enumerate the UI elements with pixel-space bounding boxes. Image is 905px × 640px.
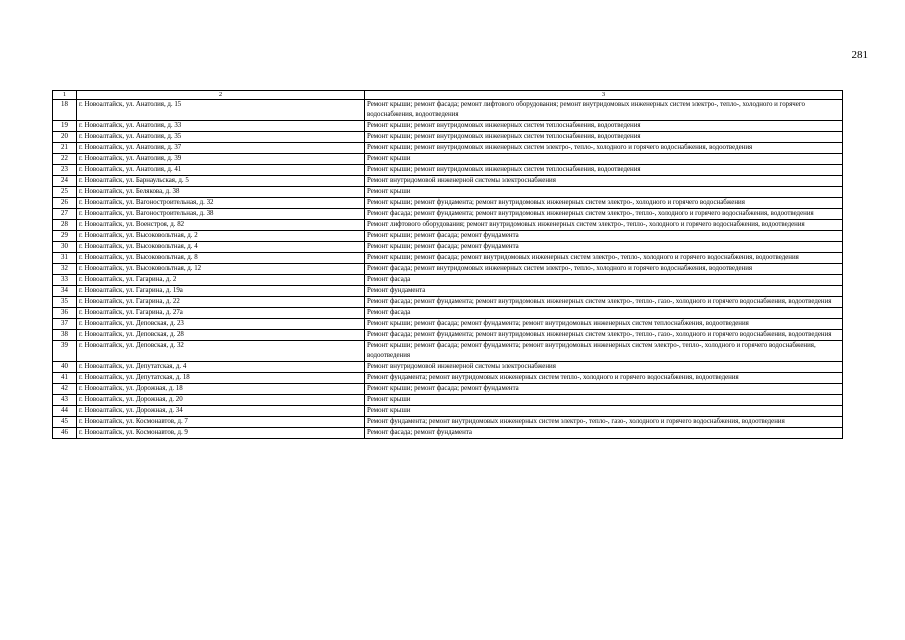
row-number: 28	[53, 220, 77, 231]
row-address: г. Новоалтайск, ул. Высоковольтная, д. 2	[77, 231, 365, 242]
row-works: Ремонт внутридомовой инженерной системы электроснабжения	[365, 362, 843, 373]
table-row	[53, 264, 843, 275]
row-address: г. Новоалтайск, ул. Дорожная, д. 18	[77, 384, 365, 395]
table-row	[53, 319, 843, 330]
table-row	[53, 231, 843, 242]
row-address: г. Новоалтайск, ул. Вагоностроительная, д. 38	[77, 209, 365, 220]
row-works: Ремонт фундамента; ремонт внутридомовых инженерных систем тепло-, холодного и горячего водоснабжения, водоотведения	[365, 373, 843, 384]
table-row	[53, 165, 843, 176]
table-row	[53, 417, 843, 428]
row-works: Ремонт крыши; ремонт фасада; ремонт фундамента; ремонт внутридомовых инженерных систем теплоснабжения, водоотведения	[365, 319, 843, 330]
row-number: 21	[53, 143, 77, 154]
table-row	[53, 154, 843, 165]
row-works: Ремонт крыши; ремонт фасада; ремонт фундамента	[365, 231, 843, 242]
table-row	[53, 209, 843, 220]
table-row	[53, 275, 843, 286]
row-address: г. Новоалтайск, ул. Высоковольтная, д. 12	[77, 264, 365, 275]
row-address: г. Новоалтайск, ул. Анатолия, д. 15	[77, 100, 365, 121]
row-address: г. Новоалтайск, ул. Дорожная, д. 34	[77, 406, 365, 417]
row-works: Ремонт фасада; ремонт внутридомовых инженерных систем электро-, тепло-, холодного и горячего водоснабжения, водоотведения	[365, 264, 843, 275]
row-works: Ремонт внутридомовой инженерной системы электроснабжения	[365, 176, 843, 187]
row-address: г. Новоалтайск, ул. Деповская, д. 28	[77, 330, 365, 341]
row-works: Ремонт крыши	[365, 154, 843, 165]
row-number: 26	[53, 198, 77, 209]
row-number: 41	[53, 373, 77, 384]
row-address: г. Новоалтайск, ул. Анатолия, д. 41	[77, 165, 365, 176]
row-address: г. Новоалтайск, ул. Депутатская, д. 18	[77, 373, 365, 384]
row-number: 24	[53, 176, 77, 187]
table-row	[53, 242, 843, 253]
table-row	[53, 373, 843, 384]
row-address: г. Новоалтайск, ул. Анатолия, д. 33	[77, 121, 365, 132]
row-number: 18	[53, 100, 77, 121]
row-address: г. Новоалтайск, ул. Гагарина, д. 2	[77, 275, 365, 286]
table-row	[53, 143, 843, 154]
row-address: г. Новоалтайск, ул. Барнаульская, д. 5	[77, 176, 365, 187]
row-address: г. Новоалтайск, ул. Дорожная, д. 20	[77, 395, 365, 406]
row-works: Ремонт крыши	[365, 406, 843, 417]
header-col-address: 2	[77, 91, 365, 100]
row-number: 31	[53, 253, 77, 264]
row-address: г. Новоалтайск, ул. Белякова, д. 38	[77, 187, 365, 198]
row-works: Ремонт крыши; ремонт фундамента; ремонт внутридомовых инженерных систем электро-, холодного и горячего водоснабжения	[365, 198, 843, 209]
table-row	[53, 253, 843, 264]
row-number: 36	[53, 308, 77, 319]
row-number: 20	[53, 132, 77, 143]
row-address: г. Новоалтайск, ул. Космонавтов, д. 7	[77, 417, 365, 428]
row-address: г. Новоалтайск, ул. Анатолия, д. 39	[77, 154, 365, 165]
repair-works-table	[52, 90, 843, 439]
table-row	[53, 176, 843, 187]
row-works: Ремонт лифтового оборудования; ремонт внутридомовых инженерных систем электро-, тепло-, холодного и горячего водоснабжения, водоотведения	[365, 220, 843, 231]
row-address: г. Новоалтайск, ул. Военстроя, д. 82	[77, 220, 365, 231]
row-number: 29	[53, 231, 77, 242]
row-address: г. Новоалтайск, ул. Депутатская, д. 4	[77, 362, 365, 373]
header-col-works: 3	[365, 91, 843, 100]
row-number: 44	[53, 406, 77, 417]
table-row	[53, 406, 843, 417]
row-works: Ремонт крыши; ремонт фасада; ремонт внутридомовых инженерных систем электро-, тепло-, холодного и горячего водоснабжения, водоотведения	[365, 253, 843, 264]
row-works: Ремонт фундамента; ремонт внутридомовых инженерных систем электро-, тепло-, газо-, холодного и горячего водоснабжения, водоотведения	[365, 417, 843, 428]
row-number: 25	[53, 187, 77, 198]
row-works: Ремонт фасада; ремонт фундамента; ремонт внутридомовых инженерных систем электро-, тепло-, холодного и горячего водоснабжения, водоотведения	[365, 209, 843, 220]
table-row	[53, 220, 843, 231]
row-works: Ремонт фасада; ремонт фундамента; ремонт внутридомовых инженерных систем электро-, тепло-, газо-, холодного и горячего водоснабжения, водоотведения	[365, 297, 843, 308]
row-number: 34	[53, 286, 77, 297]
table-row	[53, 330, 843, 341]
row-works: Ремонт крыши; ремонт фасада; ремонт фундамента	[365, 384, 843, 395]
page-number: 281	[851, 49, 868, 61]
row-number: 46	[53, 428, 77, 439]
header-col-number: 1	[53, 91, 77, 100]
table-row	[53, 132, 843, 143]
row-number: 22	[53, 154, 77, 165]
row-address: г. Новоалтайск, ул. Гагарина, д. 27а	[77, 308, 365, 319]
row-works: Ремонт крыши	[365, 395, 843, 406]
table-row	[53, 384, 843, 395]
row-works: Ремонт крыши; ремонт внутридомовых инженерных систем теплоснабжения, водоотведения	[365, 165, 843, 176]
row-works: Ремонт крыши; ремонт внутридомовых инженерных систем теплоснабжения, водоотведения	[365, 121, 843, 132]
row-number: 30	[53, 242, 77, 253]
table-row	[53, 286, 843, 297]
row-works: Ремонт крыши; ремонт фасада; ремонт фундамента	[365, 242, 843, 253]
row-works: Ремонт фундамента	[365, 286, 843, 297]
row-works: Ремонт фасада	[365, 275, 843, 286]
row-number: 32	[53, 264, 77, 275]
table-row	[53, 362, 843, 373]
row-address: г. Новоалтайск, ул. Гагарина, д. 19а	[77, 286, 365, 297]
table-row	[53, 341, 843, 362]
row-number: 39	[53, 341, 77, 362]
table-row	[53, 395, 843, 406]
table-row	[53, 428, 843, 439]
row-address: г. Новоалтайск, ул. Деповская, д. 23	[77, 319, 365, 330]
table-row	[53, 121, 843, 132]
row-address: г. Новоалтайск, ул. Космонавтов, д. 9	[77, 428, 365, 439]
row-number: 40	[53, 362, 77, 373]
table-row	[53, 198, 843, 209]
row-address: г. Новоалтайск, ул. Высоковольтная, д. 4	[77, 242, 365, 253]
row-number: 35	[53, 297, 77, 308]
table-header	[53, 91, 843, 100]
row-number: 23	[53, 165, 77, 176]
row-number: 27	[53, 209, 77, 220]
row-address: г. Новоалтайск, ул. Гагарина, д. 22	[77, 297, 365, 308]
row-number: 42	[53, 384, 77, 395]
row-works: Ремонт крыши; ремонт внутридомовых инженерных систем электро-, тепло-, холодного и горячего водоснабжения, водоотведения	[365, 143, 843, 154]
row-works: Ремонт крыши; ремонт фасада; ремонт лифтового оборудования; ремонт внутридомовых инженерных систем электро-, тепло-, холодного и горячего водоснабжения, водоотведения	[365, 100, 843, 121]
row-works: Ремонт фасада; ремонт фундамента	[365, 428, 843, 439]
row-works: Ремонт крыши; ремонт внутридомовых инженерных систем теплоснабжения, водоотведения	[365, 132, 843, 143]
table-row	[53, 100, 843, 121]
row-number: 37	[53, 319, 77, 330]
row-number: 38	[53, 330, 77, 341]
row-works: Ремонт фасада	[365, 308, 843, 319]
table-row	[53, 187, 843, 198]
row-number: 33	[53, 275, 77, 286]
table-row	[53, 297, 843, 308]
table-body	[53, 100, 843, 439]
row-address: г. Новоалтайск, ул. Вагоностроительная, д. 32	[77, 198, 365, 209]
row-address: г. Новоалтайск, ул. Деповская, д. 32	[77, 341, 365, 362]
row-number: 19	[53, 121, 77, 132]
row-address: г. Новоалтайск, ул. Высоковольтная, д. 8	[77, 253, 365, 264]
row-address: г. Новоалтайск, ул. Анатолия, д. 35	[77, 132, 365, 143]
row-works: Ремонт крыши	[365, 187, 843, 198]
row-number: 45	[53, 417, 77, 428]
table-row	[53, 308, 843, 319]
row-address: г. Новоалтайск, ул. Анатолия, д. 37	[77, 143, 365, 154]
row-works: Ремонт крыши; ремонт фасада; ремонт фундамента; ремонт внутридомовых инженерных систем электро-, тепло-, холодного и горячего водоснабжения, водоотведения	[365, 341, 843, 362]
row-number: 43	[53, 395, 77, 406]
row-works: Ремонт фасада; ремонт фундамента; ремонт внутридомовых инженерных систем электро-, тепло-, газо-, холодного и горячего водоснабжения, водоотведения	[365, 330, 843, 341]
